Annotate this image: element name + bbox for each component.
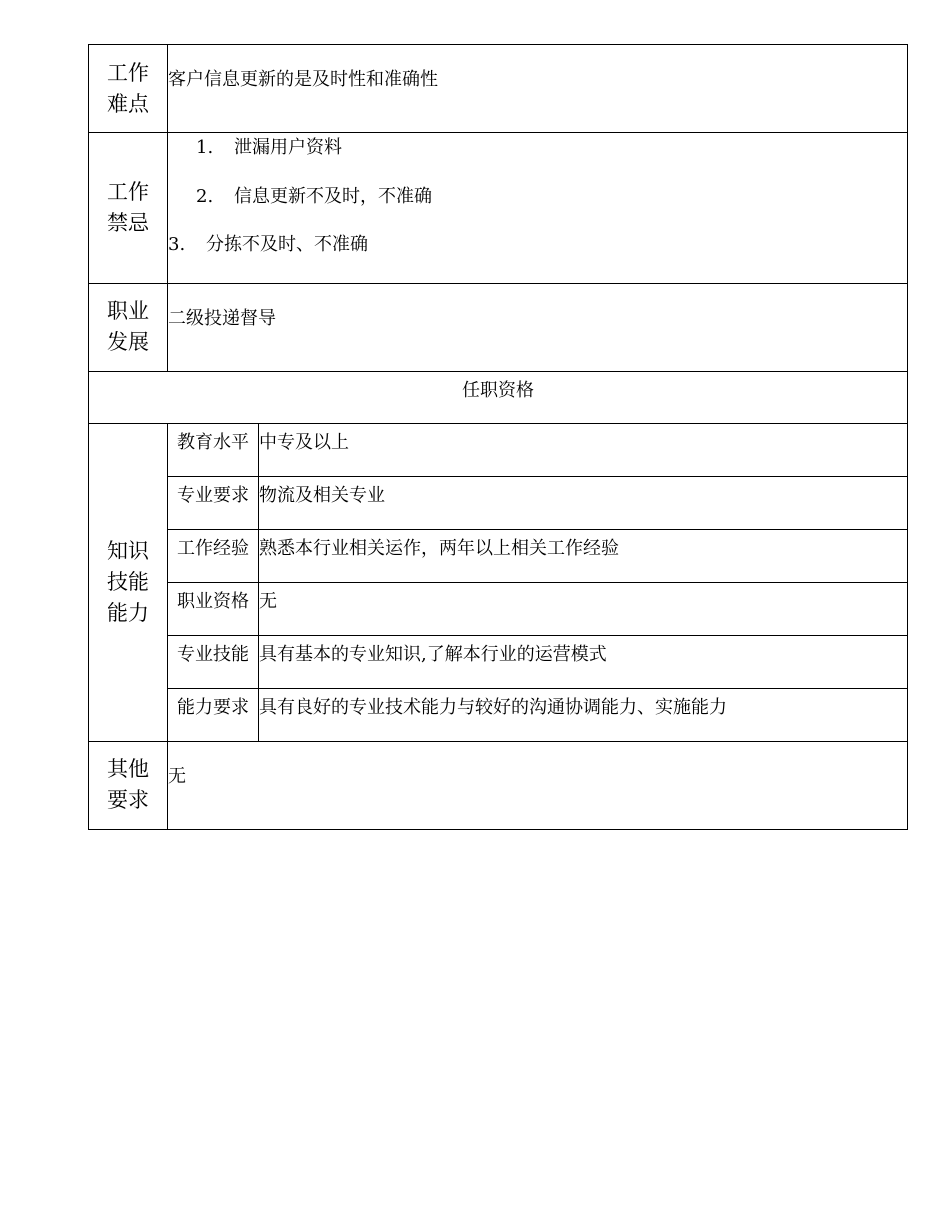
table-row	[89, 688, 908, 741]
ability-label: 能力要求	[168, 688, 259, 741]
skills-value: 具有基本的专业知识,了解本行业的运营模式	[259, 635, 908, 688]
career-label: 职业 发展	[89, 283, 168, 371]
row-qualifications-header	[89, 371, 908, 423]
experience-value: 熟悉本行业相关运作，两年以上相关工作经验	[259, 529, 908, 582]
major-value: 物流及相关专业	[259, 476, 908, 529]
ability-value: 具有良好的专业技术能力与较好的沟通协调能力、实施能力	[259, 688, 908, 741]
career-value: 二级投递督导	[168, 283, 908, 371]
knowledge-label: 知识 技能 能力	[89, 423, 168, 741]
row-other	[89, 741, 908, 829]
list-item: 2. 信息更新不及时，不准确	[196, 185, 432, 207]
certification-value: 无	[259, 582, 908, 635]
taboos-label: 工作 禁忌	[89, 133, 168, 284]
table-row	[89, 423, 908, 476]
difficulty-value: 客户信息更新的是及时性和准确性	[168, 45, 908, 133]
row-taboos	[89, 133, 908, 284]
table-row	[89, 635, 908, 688]
certification-label: 职业资格	[168, 582, 259, 635]
row-career	[89, 283, 908, 371]
table-row	[89, 529, 908, 582]
other-value: 无	[168, 741, 908, 829]
row-difficulty	[89, 45, 908, 133]
education-label: 教育水平	[168, 423, 259, 476]
difficulty-label: 工作 难点	[89, 45, 168, 133]
education-value: 中专及以上	[259, 423, 908, 476]
experience-label: 工作经验	[168, 529, 259, 582]
table-row	[89, 582, 908, 635]
table-row	[89, 476, 908, 529]
job-description-table-container	[88, 44, 907, 830]
list-item: 3. 分拣不及时、不准确	[168, 234, 368, 255]
list-item: 1. 泄漏用户资料	[196, 137, 342, 158]
taboos-list	[168, 133, 908, 284]
skills-label: 专业技能	[168, 635, 259, 688]
job-description-table	[88, 44, 908, 830]
other-label: 其他 要求	[89, 741, 168, 829]
major-label: 专业要求	[168, 476, 259, 529]
qualifications-header: 任职资格	[89, 371, 908, 423]
